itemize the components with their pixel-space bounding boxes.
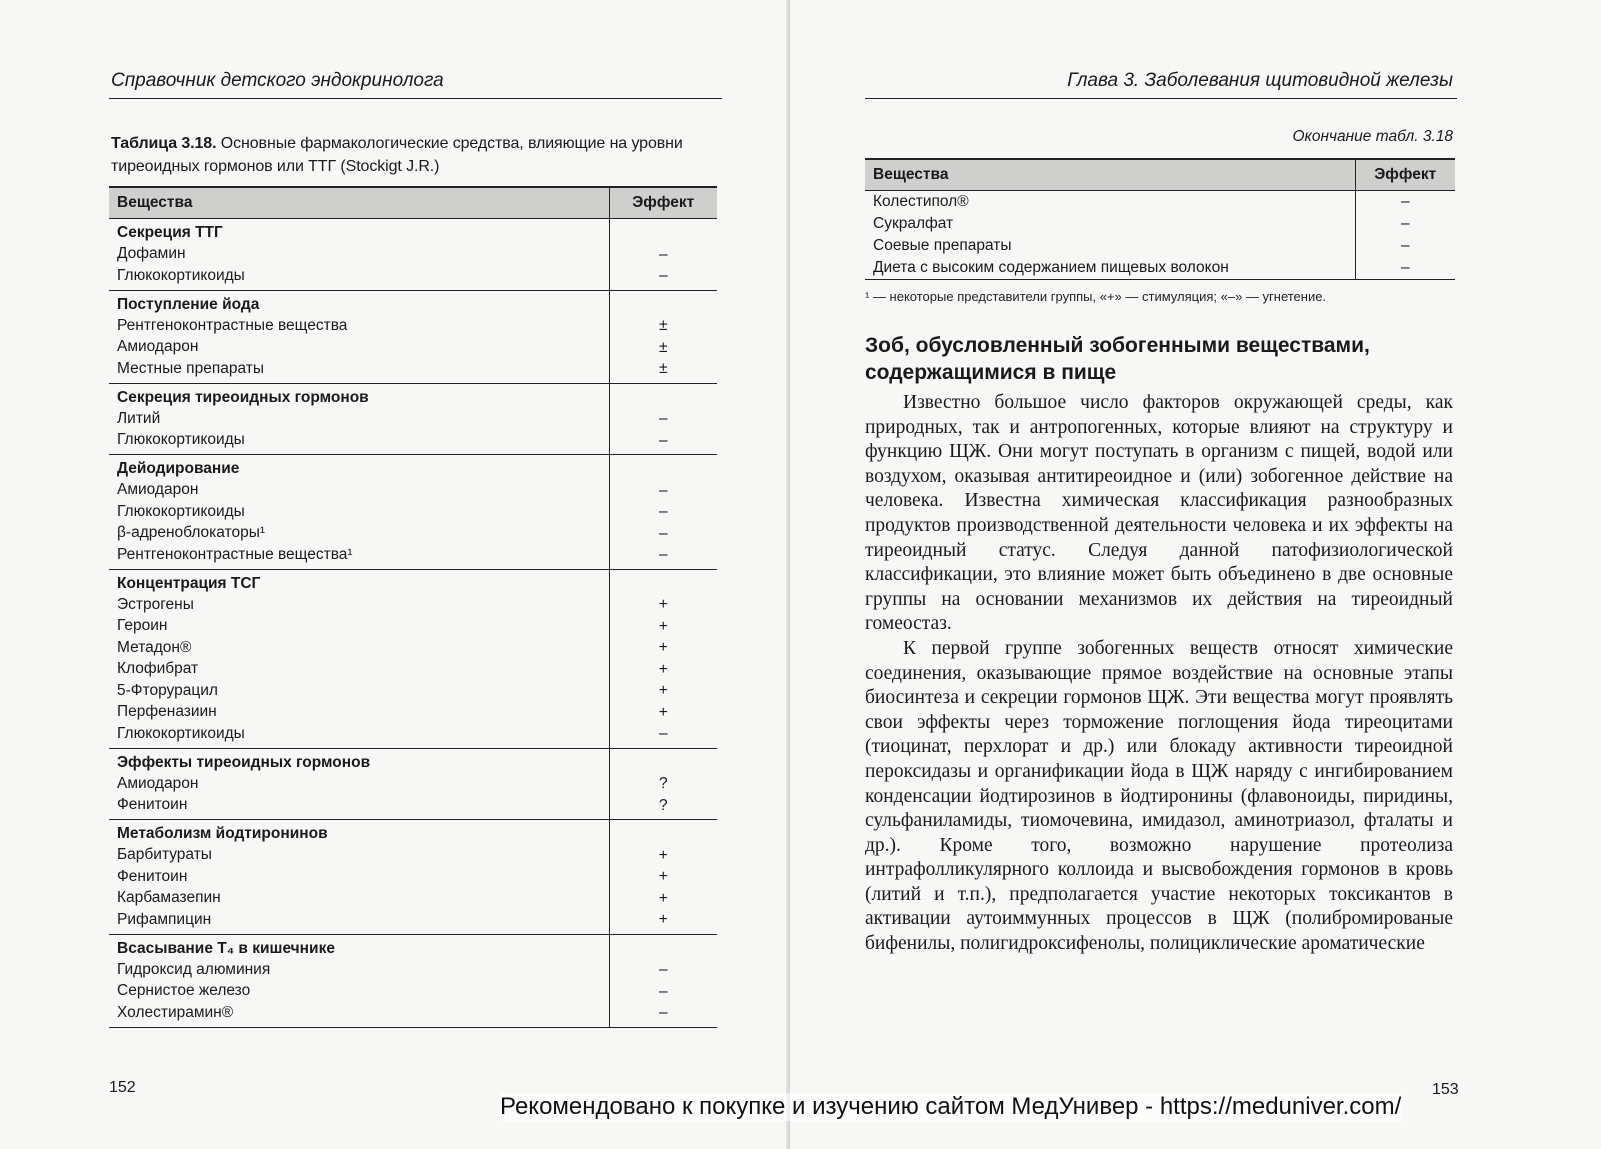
substance-name: Метадон® (117, 638, 192, 656)
substance-name: Холестирамин® (117, 1003, 234, 1021)
substance-name: Гидроксид алюминия (117, 960, 271, 978)
effect-cell (609, 934, 717, 1027)
section-title: Зоб, обусловленный зобогенными веществами, содержащимися в пище (865, 334, 1370, 384)
running-head-right: Глава 3. Заболевания щитовидной железы (1067, 70, 1453, 91)
effect-value: + (658, 868, 668, 885)
substance-name: Сернистое железо (117, 982, 251, 999)
effect-value: – (658, 546, 668, 563)
substance-name: Соевые препараты (873, 237, 1012, 254)
table-group-row (109, 748, 717, 820)
substance-name: Колестипол® (873, 193, 969, 210)
substance-name: Эстрогены (117, 595, 194, 613)
table-group-row (109, 290, 717, 383)
effect-cell (609, 820, 717, 935)
effect-value: + (658, 911, 668, 928)
watermark-link[interactable]: Рекомендовано к покупке и изучению сайтом МедУнивер - https://meduniver.com/ (500, 1093, 1402, 1120)
table-caption-text: Основные фармакологические средства, влияющие на уровни тиреоидных гормонов или ТТГ (Stockigt J.R.) (111, 135, 683, 175)
effect-spacer (618, 222, 710, 244)
substance-name: Перфеназиин (117, 703, 217, 720)
substance-name: Фенитоин (117, 867, 188, 885)
table-header-row (109, 187, 717, 219)
table-body (109, 219, 717, 1028)
group-name: Концентрация ТСГ (117, 574, 261, 592)
effect-value: – (658, 725, 668, 742)
effect-cell (609, 748, 717, 820)
effect-value: – (1355, 191, 1455, 214)
substance-cell (109, 219, 609, 291)
table-footnote: ¹ — некоторые представители группы, «+» — стимуляция; «–» — угнетение. (865, 289, 1327, 304)
table-caption-label: Таблица 3.18. (111, 135, 217, 152)
paragraph: Известно большое число факторов окружающей среды, как природных, так и антропогенных, которые влияют на структуру и функцию ЩЖ. Они могут поступать в организм с пищей, водой или воздухом, оказывая антитиреоидное и (или) зобогенное действие на человека. Известна химическая классификация разнообразных продуктов производственной деятельности человека и их эффекты на тиреоидный статус. Следуя данной патофизиологической классификации, это влияние может быть объединено в две основные группы на основании механизмов их действия на тиреоидный гомеостаз. (865, 392, 1453, 635)
effect-value: – (658, 524, 668, 542)
col-header-effect: Эффект (609, 187, 717, 219)
effect-cell (609, 455, 717, 570)
effect-spacer (618, 458, 710, 480)
effect-spacer (618, 823, 710, 845)
substance-name: Глюкокортикоиды (117, 724, 245, 742)
left-page (0, 0, 790, 1149)
substance-name: 5-Фторурацил (117, 681, 218, 699)
effect-value: + (658, 617, 668, 635)
substance-name: Клофибрат (117, 660, 199, 677)
substance-name: Амиодарон (117, 481, 199, 498)
table-group-row (109, 820, 717, 935)
substance-name: Барбитураты (117, 846, 212, 863)
table-caption (111, 132, 721, 178)
substance-name: Героин (117, 617, 168, 634)
effect-value: – (658, 245, 668, 263)
effect-value: – (658, 982, 668, 1000)
effect-value: – (1355, 257, 1455, 280)
substance-name: Дофамин (117, 245, 186, 262)
substance-name: Фенитоин (117, 796, 188, 813)
table-row (865, 213, 1455, 235)
col-header-substance: Вещества (109, 187, 609, 219)
substance-name: Рентгеноконтрастные вещества (117, 316, 348, 334)
table-body (865, 191, 1455, 280)
effect-value: + (658, 889, 668, 907)
running-head-left: Справочник детского эндокринолога (111, 70, 444, 91)
table-continuation-label: Окончание табл. 3.18 (1292, 128, 1453, 145)
table-row (865, 257, 1455, 280)
paragraph: К первой группе зобогенных веществ относят химические соединения, оказывающие прямое воздействие на основные этапы биосинтеза и секреции гормонов ЩЖ. Эти вещества могут проявлять свои эффекты через торможение поглощения йода тиреоцитами (тиоцинат, перхлорат и др.) или блокаду активности тиреоидной пероксидазы и органификации йода в ЩЖ наряду с ингибированием конденсации йодтирозинов в йодтиронины (флавоноиды, пиридины, сульфаниламиды, тиомочевина, имидазол, аминотриазол, фталаты и др.). Кроме того, возможно нарушение протеолиза интрафолликулярного коллоида и высвобождения гормонов в кровь (литий и т.п.), предполагается участие некоторых токсикантов в активации аутоиммунных процессов в ЩЖ (полибромированые бифенилы, полигидроксифенолы, полициклические ароматические (865, 637, 1453, 955)
effect-value: – (1355, 235, 1455, 257)
effect-value: + (658, 660, 668, 678)
substance-name: Рентгеноконтрастные вещества¹ (117, 545, 353, 563)
table-header-row (865, 159, 1455, 191)
effect-value: ? (658, 775, 668, 792)
effect-value: + (658, 703, 668, 721)
table-group-row (109, 455, 717, 570)
table-group-row (109, 383, 717, 455)
substance-name: Глюкокортикоиды (117, 502, 245, 520)
substance-cell (109, 290, 609, 383)
effect-value: – (658, 961, 668, 978)
table-row (865, 191, 1455, 214)
effect-value: + (658, 639, 668, 656)
effect-value: + (658, 596, 668, 613)
substance-name: Рифампицин (117, 910, 212, 928)
header-rule-left (109, 98, 722, 99)
substance-name: Глюкокортикоиды (117, 431, 245, 448)
effect-spacer (618, 294, 710, 316)
substance-cell (109, 383, 609, 455)
group-name: Секреция ТТГ (117, 224, 223, 241)
effect-value: – (658, 503, 668, 520)
table-group-row (109, 219, 717, 291)
substance-cell (109, 569, 609, 748)
substance-name: Амиодарон (117, 338, 199, 355)
table-group-row (109, 569, 717, 748)
body-text (865, 391, 1453, 957)
effect-spacer (618, 573, 710, 595)
effect-cell (609, 383, 717, 455)
substance-name: Амиодарон (117, 774, 199, 792)
substance-name: β-адреноблокаторы¹ (117, 524, 266, 541)
group-name: Секреция тиреоидных гормонов (117, 388, 369, 406)
effect-value: + (658, 682, 668, 699)
substance-name: Литий (117, 409, 161, 427)
effect-value: – (658, 267, 668, 284)
group-name: Дейодирование (117, 460, 240, 477)
effect-spacer (618, 387, 710, 409)
effect-value: + (658, 846, 668, 864)
page-number-left: 152 (109, 1079, 136, 1096)
effect-value: – (658, 481, 668, 499)
effect-value: ? (658, 796, 668, 814)
group-name: Всасывание T₄ в кишечнике (117, 939, 335, 957)
effect-value: – (658, 1004, 668, 1021)
substance-cell (109, 934, 609, 1027)
effect-cell (609, 219, 717, 291)
group-name: Поступление йода (117, 295, 260, 313)
effect-value: ± (658, 317, 668, 334)
drug-effects-table (109, 186, 717, 1028)
col-header-effect: Эффект (1355, 159, 1455, 191)
substance-name: Диета с высоким содержанием пищевых волокон (865, 257, 1355, 280)
substance-cell (109, 455, 609, 570)
effect-spacer (618, 752, 710, 774)
effect-spacer (618, 938, 710, 960)
substance-cell (109, 748, 609, 820)
group-name: Метаболизм йодтиронинов (117, 825, 328, 842)
substance-name: Местные препараты (117, 359, 264, 377)
table-group-row (109, 934, 717, 1027)
substance-cell (109, 820, 609, 935)
effect-cell (609, 569, 717, 748)
substance-name: Глюкокортикоиды (117, 266, 245, 284)
header-rule-right (865, 98, 1457, 99)
effect-value: – (1355, 213, 1455, 235)
col-header-substance: Вещества (865, 159, 1355, 191)
page-number-right: 153 (1432, 1081, 1459, 1098)
substance-name: Сукралфат (873, 215, 954, 232)
drug-effects-table-continued (865, 158, 1455, 280)
effect-value: ± (658, 360, 668, 377)
effect-value: – (658, 431, 668, 449)
substance-name: Карбамазепин (117, 889, 221, 906)
effect-cell (609, 290, 717, 383)
group-name: Эффекты тиреоидных гормонов (117, 753, 371, 771)
effect-value: – (658, 410, 668, 427)
effect-value: ± (658, 338, 668, 356)
table-row (865, 235, 1455, 257)
